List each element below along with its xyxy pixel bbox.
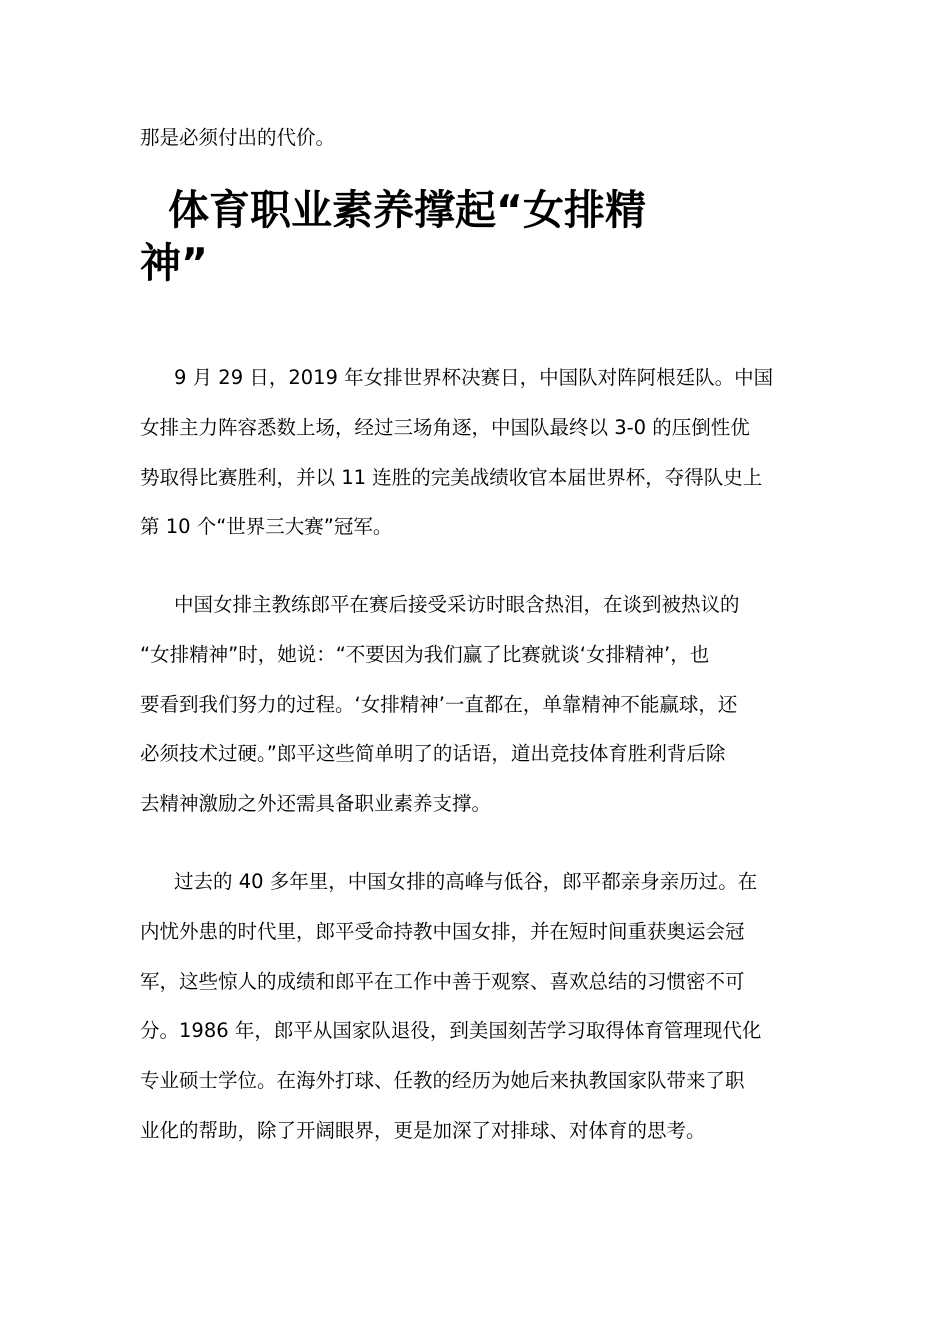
paragraph-line: 必须技术过硬。”郎平这些简单明了的话语，道出竞技体育胜利背后除 <box>140 742 726 766</box>
paragraph-line: 中国女排主教练郎平在赛后接受采访时眼含热泪，在谈到被热议的 <box>174 593 740 616</box>
paragraph-line: 势取得比赛胜利，并以 11 连胜的完美战绩收官本届世界杯，夺得队史上 <box>140 465 763 489</box>
intro-paragraph <box>140 113 815 163</box>
paragraph-line: 去精神激励之外还需具备职业素养支撑。 <box>140 792 492 816</box>
paragraph-line: 第 10 个“世界三大赛”冠军。 <box>140 515 393 539</box>
paragraph-line: 女排主力阵容悉数上场，经过三场角逐，中国队最终以 3-0 的压倒性优 <box>140 415 750 439</box>
paragraph-line: 要看到我们努力的过程。‘女排精神’一直都在，单靠精神不能赢球，还 <box>140 692 738 716</box>
intro-line: 那是必须付出的代价。 <box>140 126 336 149</box>
heading-line-1: 体育职业素养撑起“女排精 <box>168 186 646 234</box>
section-heading <box>140 184 780 290</box>
paragraph-line: 9 月 29 日，2019 年女排世界杯决赛日，中国队对阵阿根廷队。中国 <box>174 366 774 389</box>
paragraph-line: 内忧外患的时代里，郎平受命持教中国女排，并在短时间重获奥运会冠 <box>140 919 745 943</box>
heading-line-2: 神” <box>140 239 208 287</box>
paragraph-2 <box>140 580 815 829</box>
paragraph-line: 专业硕士学位。在海外打球、任教的经历为她后来执教国家队带来了职 <box>140 1069 745 1093</box>
paragraph-3 <box>140 857 815 1156</box>
paragraph-line: 分。1986 年，郎平从国家队退役，到美国刻苦学习取得体育管理现代化 <box>140 1019 762 1043</box>
paragraph-line: 业化的帮助，除了开阔眼界，更是加深了对排球、对体育的思考。 <box>140 1118 706 1142</box>
paragraph-line: 军，这些惊人的成绩和郎平在工作中善于观察、喜欢总结的习惯密不可 <box>140 969 745 993</box>
paragraph-line: 过去的 40 多年里，中国女排的高峰与低谷，郎平都亲身亲历过。在 <box>174 870 758 893</box>
paragraph-1 <box>140 353 815 552</box>
paragraph-line: “女排精神”时，她说：“不要因为我们赢了比赛就谈‘女排精神’，也 <box>140 642 710 666</box>
